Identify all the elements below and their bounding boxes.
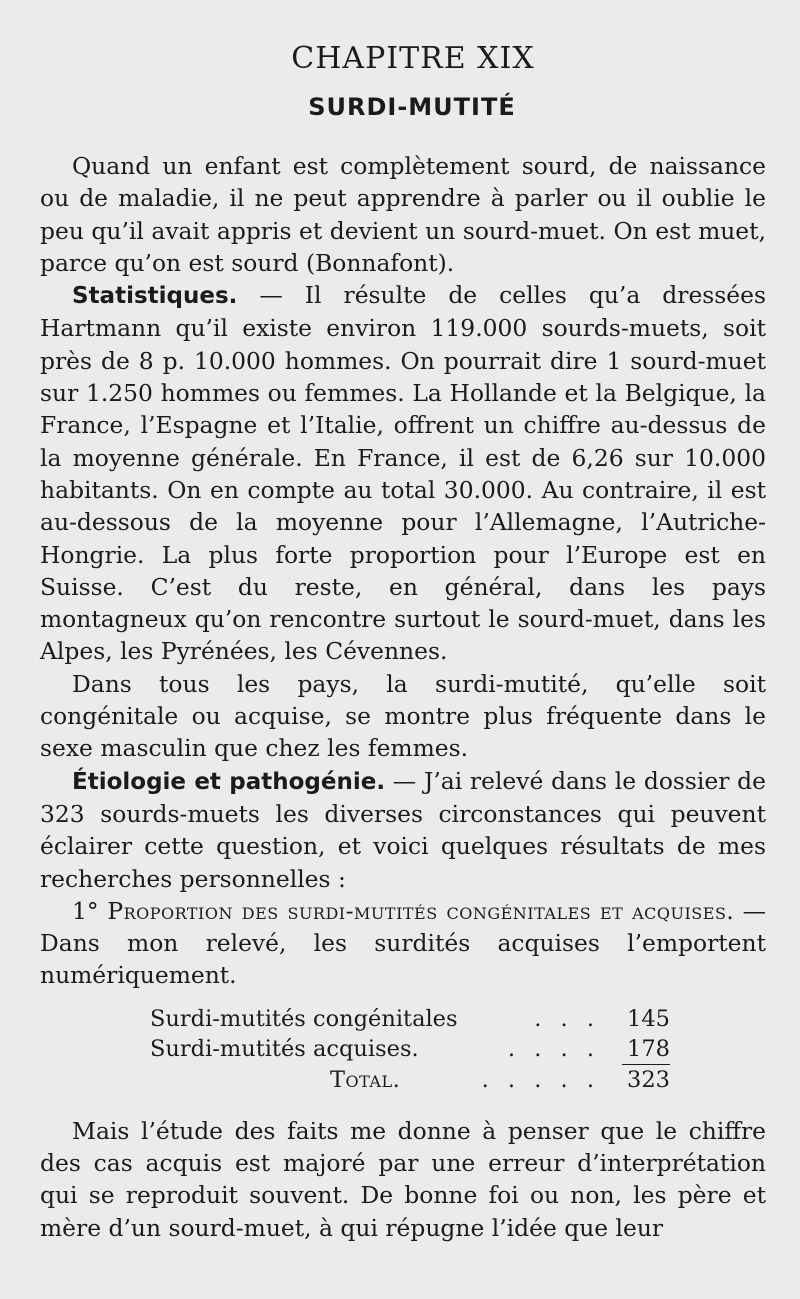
paragraph-proportion-text: — Dans mon relevé, les surdités acquises l’emportent numériquement.: [40, 896, 766, 990]
leader-dots: . . . .: [507, 1035, 600, 1062]
leader-dots: . . . . .: [481, 1066, 600, 1093]
statistics-table: [150, 1004, 670, 1095]
leader-dots: . . .: [534, 1005, 600, 1032]
item-heading: Proportion des surdi-mutités congénitales et acquises.: [98, 896, 735, 925]
paragraph-statistiques-text: — Il résulte de celles qu’a dressées Hartmann qu’il existe environ 119.000 sourds-muets, soit près de 8 p. 10.000 hommes. On pourrait dire 1 sourd-muet sur 1.250 hommes ou femmes. La Hollande et la Belgique, la France, l’Espagne et l’Italie, offrent un chiffre au-dessus de la moyenne générale. En France, il est de 6,26 sur 10.000 habitants. On en compte au total 30.000. Au contraire, il est au-dessous de la moyenne pour l’Allemagne, l’Autriche-Hongrie. La plus forte proportion pour l’Europe est en Suisse. C’est du reste, en général, dans les pays montagneux qu’on rencontre surtout le sourd-muet, dans les Alpes, les Pyrénées, les Cévennes.: [40, 281, 766, 666]
row-label: Surdi-mutités acquises.: [150, 1035, 419, 1062]
paragraph-statistiques: [40, 279, 766, 668]
paragraph-intro: Quand un enfant est complètement sourd, de naissance ou de maladie, il ne peut apprendre à parler ou il oublie le peu qu’il avait appris et devient un sourd-muet. On est muet, parce qu’on est sourd (Bonnafont).: [40, 152, 766, 277]
table-total-row: [150, 1065, 670, 1095]
section-title: SURDI-MUTITÉ: [308, 93, 516, 121]
runin-heading-etiologie: Étiologie et pathogénie.: [72, 768, 386, 795]
row-label: Surdi-mutités congénitales: [150, 1005, 458, 1032]
table-row: [150, 1004, 670, 1034]
body-text-continued: [40, 1115, 766, 1244]
total-label: Total.: [330, 1066, 401, 1093]
row-value: 145: [627, 1005, 670, 1032]
chapter-heading: CHAPITRE XIX: [291, 41, 535, 76]
table-row: [150, 1034, 670, 1065]
paragraph-pays: Dans tous les pays, la surdi-mutité, qu’elle soit congénitale ou acquise, se montre plus fréquente dans le sexe masculin que chez les femmes.: [40, 669, 766, 763]
runin-heading-statistiques: Statistiques.: [72, 283, 238, 310]
body-text: [40, 150, 766, 992]
item-number: 1°: [72, 896, 99, 925]
paragraph-etude: Mais l’étude des faits me donne à penser que le chiffre des cas acquis est majoré par une erreur d’interprétation qui se reproduit souvent. De bonne foi ou non, les père et mère d’un sourd-muet, à qui répugne l’idée que leur: [40, 1116, 766, 1242]
paragraph-etiologie: [40, 765, 766, 895]
total-value: 323: [627, 1066, 670, 1093]
paragraph-etiologie-text: — J’ai relevé dans le dossier de 323 sourds-muets les diverses circonstances qui peuvent éclairer cette question, et voici quelques résultats de mes recherches personnelles :: [40, 766, 766, 893]
paragraph-proportion: [40, 895, 766, 992]
row-value: 178: [622, 1034, 670, 1065]
